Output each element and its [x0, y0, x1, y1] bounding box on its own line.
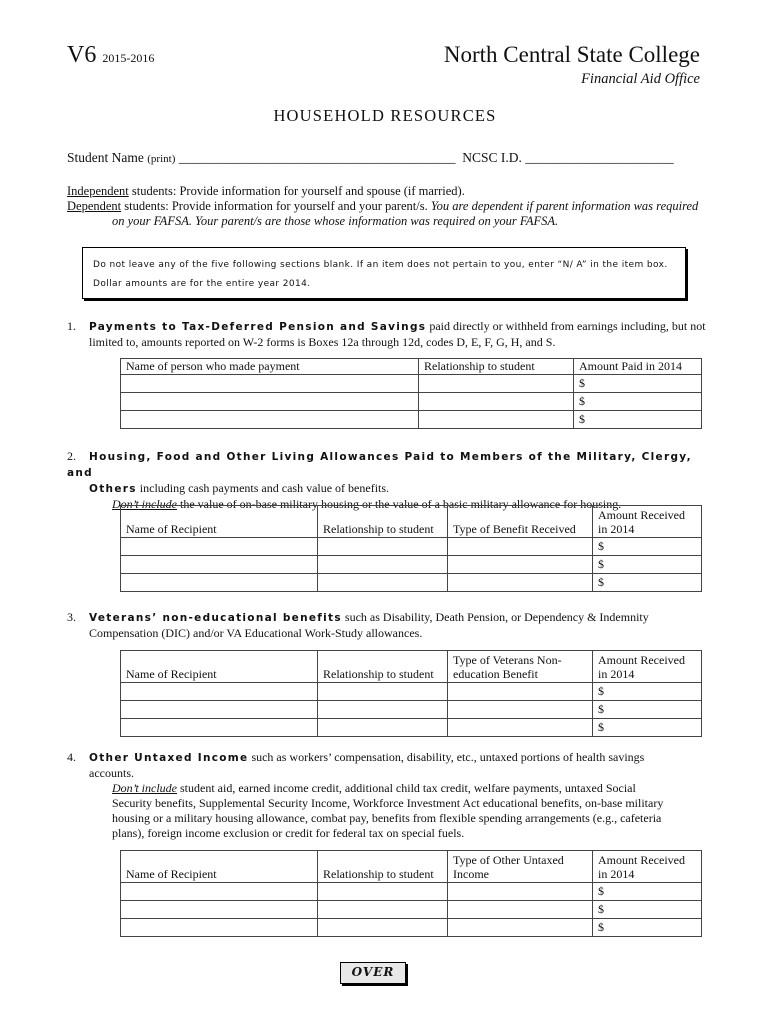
col-header: Name of Recipient: [121, 506, 318, 538]
college-name: North Central State College: [443, 42, 700, 67]
dependent-instruction: Dependent students: Provide information for yourself and your parent/s. You are dependent if parent information was required: [67, 199, 699, 213]
table-row[interactable]: $: [121, 919, 702, 937]
page-title: HOUSEHOLD RESOURCES: [273, 106, 497, 125]
notice-line-2: Dollar amounts are for the entire year 2014.: [93, 279, 311, 289]
col-header: Amount Received in 2014: [593, 651, 702, 683]
version-label: V6 2015-2016: [67, 42, 155, 68]
section-1-heading: Payments to Tax-Deferred Pension and Savings: [89, 321, 427, 333]
over-button[interactable]: OVER: [340, 962, 406, 984]
section-4: 4. Other Untaxed Income such as workers’ compensation, disability, etc., untaxed portions of health savings accounts. Don’t include student aid, earned income credit, additional child tax credit, welfare payments, untaxed Social Security benefits, Supplemental Security Income, Workforce Investment Act educational benefits, on-base military housing or a military housing allowance, combat pay, benefits from flexible spending arrangements (e.g., cafeteria plans), foreign income exclusion or credit for federal tax on special fuels.: [67, 750, 664, 840]
table-header-row: [121, 651, 702, 683]
col-header: Name of person who made payment: [121, 359, 419, 375]
notice-line-1: Do not leave any of the five following sections blank. If an item does not pertain to you, enter “N/ A” in the item box.: [93, 260, 668, 270]
notice-box: [82, 247, 686, 299]
col-header: Type of Other Untaxed Income: [448, 851, 593, 883]
col-header: Amount Received in 2014: [593, 851, 702, 883]
table-header-row: [121, 506, 702, 538]
col-header: Relationship to student: [318, 651, 448, 683]
pension-table: [120, 358, 702, 429]
section-2-heading: Housing, Food and Other Living Allowances Paid to Members of the Military, Clergy, and: [67, 451, 692, 479]
col-header: Type of Benefit Received: [448, 506, 593, 538]
dependent-instruction-cont: on your FAFSA. Your parent/s are those whose information was required on your FAFSA.: [112, 214, 559, 228]
section-4-heading: Other Untaxed Income: [89, 752, 249, 764]
col-header: Amount Paid in 2014: [574, 359, 702, 375]
table-row[interactable]: $: [121, 719, 702, 737]
section-3: 3. Veterans’ non-educational benefits such as Disability, Death Pension, or Dependency & Indemnity Compensation (DIC) and/or VA Educational Work-Study allowances.: [67, 610, 649, 640]
table-row[interactable]: $: [121, 883, 702, 901]
section-2: 2. Housing, Food and Other Living Allowances Paid to Members of the Military, Clergy, and Others including cash payments and cash value of benefits. Don’t include the value of on-base military housing or the value of a basic military allowance for housing.: [67, 449, 692, 511]
table-row[interactable]: $: [121, 538, 702, 556]
untaxed-income-table: [120, 850, 702, 937]
section-3-heading: Veterans’ non-educational benefits: [89, 612, 342, 624]
col-header: Amount Received in 2014: [593, 506, 702, 538]
student-name-label: Student Name: [67, 150, 144, 165]
col-header: Relationship to student: [419, 359, 574, 375]
table-row[interactable]: $: [121, 393, 702, 411]
table-row[interactable]: $: [121, 574, 702, 592]
student-name-field[interactable]: _________________________________________: [178, 150, 456, 165]
id-label: NCSC I.D.: [462, 150, 522, 165]
col-header: Relationship to student: [318, 851, 448, 883]
col-header: Type of Veterans Non- education Benefit: [448, 651, 593, 683]
print-note: (print): [147, 153, 176, 165]
table-row[interactable]: $: [121, 701, 702, 719]
office-name: Financial Aid Office: [581, 71, 700, 87]
table-header-row: [121, 359, 702, 375]
col-header: Name of Recipient: [121, 851, 318, 883]
year-label: 2015-2016: [102, 51, 155, 65]
table-row[interactable]: $: [121, 556, 702, 574]
table-row[interactable]: $: [121, 411, 702, 429]
student-info-line: [67, 150, 674, 166]
table-row[interactable]: $: [121, 375, 702, 393]
section-1: 1. Payments to Tax-Deferred Pension and Savings paid directly or withheld from earnings including, but not limited to, amounts reported on W-2 forms is Boxes 12a through 12d, codes D, E, F, G, H, and S.: [67, 319, 706, 349]
col-header: Name of Recipient: [121, 651, 318, 683]
table-header-row: [121, 851, 702, 883]
independent-instruction: Independent students: Provide information for yourself and spouse (if married).: [67, 184, 465, 198]
table-row[interactable]: $: [121, 683, 702, 701]
allowances-table: [120, 505, 702, 592]
id-field[interactable]: ______________________: [525, 150, 674, 165]
col-header: Relationship to student: [318, 506, 448, 538]
veterans-table: [120, 650, 702, 737]
table-row[interactable]: $: [121, 901, 702, 919]
